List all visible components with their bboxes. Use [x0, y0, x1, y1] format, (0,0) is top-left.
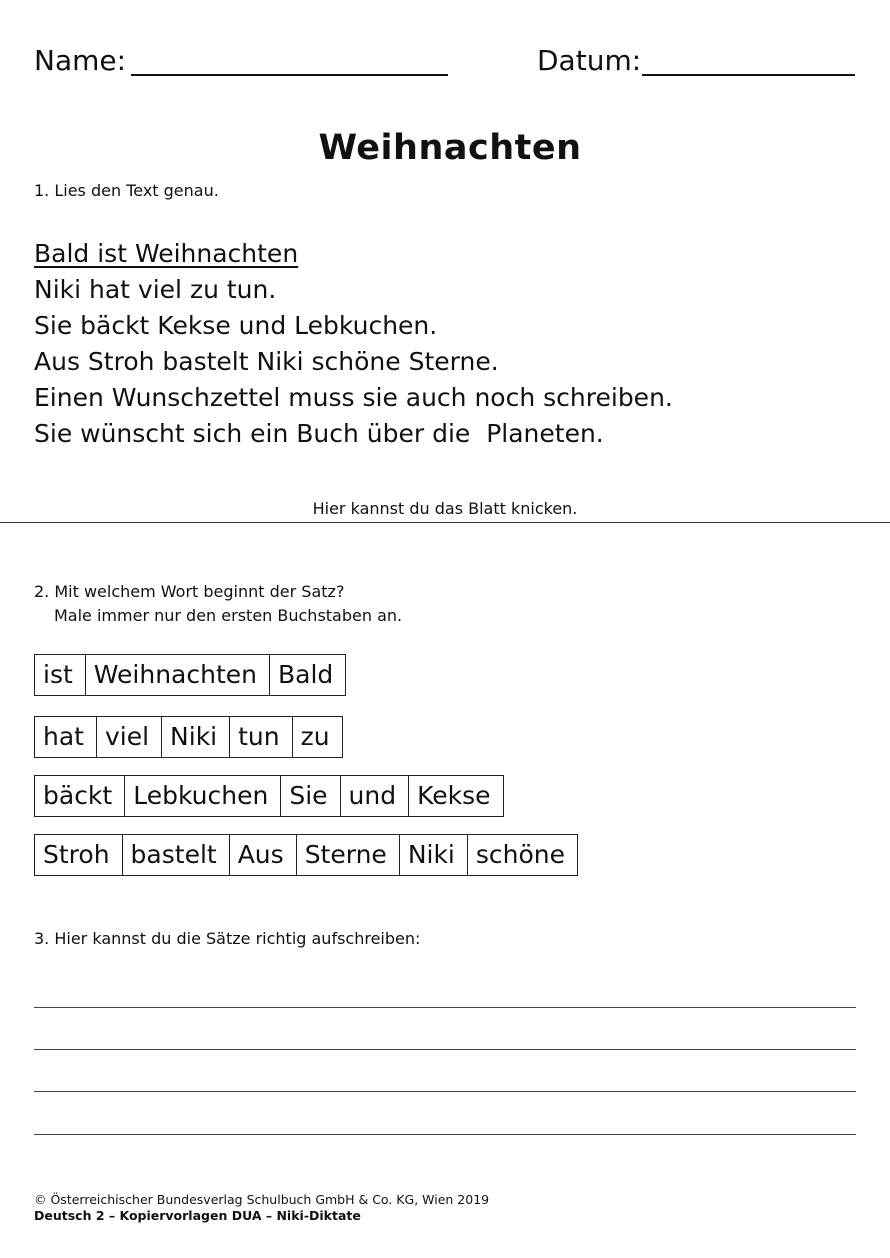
writing-line[interactable]	[34, 1049, 856, 1050]
date-label: Datum:	[537, 44, 642, 77]
word-row-3	[34, 775, 504, 817]
story-heading: Bald ist Weihnachten	[34, 239, 299, 268]
writing-line[interactable]	[34, 1091, 856, 1092]
word-box[interactable]: Sterne	[297, 835, 400, 875]
footer	[34, 1192, 489, 1224]
word-box[interactable]: Bald	[278, 660, 334, 689]
task-2-instruction	[34, 580, 402, 628]
task-1-instruction: 1. Lies den Text genau.	[34, 181, 219, 200]
word-box[interactable]: Kekse	[417, 781, 491, 810]
fold-hint: Hier kannst du das Blatt knicken.	[312, 499, 578, 518]
fold-divider	[0, 522, 890, 523]
story-line: Niki hat viel zu tun.	[34, 275, 277, 304]
series-text: Deutsch 2 – Kopiervorlagen DUA – Niki-Diktate	[34, 1208, 361, 1223]
word-row-4	[34, 834, 578, 876]
story-line: Einen Wunschzettel muss sie auch noch schreiben.	[34, 383, 673, 412]
page-title: Weihnachten	[318, 128, 582, 168]
name-label: Name:	[34, 44, 127, 77]
word-box[interactable]: Lebkuchen	[125, 776, 281, 816]
copyright-text: © Österreichischer Bundesverlag Schulbuch GmbH & Co. KG, Wien 2019	[34, 1192, 490, 1207]
story-line: Sie bäckt Kekse und Lebkuchen.	[34, 311, 438, 340]
word-box[interactable]: und	[341, 776, 410, 816]
word-box[interactable]: bäckt	[35, 776, 125, 816]
word-box[interactable]: zu	[300, 722, 330, 751]
task-2-line-1: 2. Mit welchem Wort beginnt der Satz?	[34, 582, 345, 601]
word-box[interactable]: Niki	[400, 835, 468, 875]
word-box[interactable]: viel	[97, 717, 162, 757]
story-text	[34, 236, 673, 452]
word-box[interactable]: ist	[35, 655, 86, 695]
word-box[interactable]: Weihnachten	[86, 655, 270, 695]
word-box[interactable]: hat	[35, 717, 97, 757]
story-line: Aus Stroh bastelt Niki schöne Sterne.	[34, 347, 499, 376]
writing-line[interactable]	[34, 1007, 856, 1008]
story-line: Sie wünscht sich ein Buch über die Planeten.	[34, 419, 604, 448]
writing-line[interactable]	[34, 1134, 856, 1135]
task-3-instruction: 3. Hier kannst du die Sätze richtig aufschreiben:	[34, 929, 421, 948]
task-2-line-2: Male immer nur den ersten Buchstaben an.	[54, 606, 403, 625]
word-box[interactable]: Sie	[281, 776, 340, 816]
word-row-1	[34, 654, 346, 696]
word-box[interactable]: Niki	[162, 717, 230, 757]
word-box[interactable]: tun	[230, 717, 293, 757]
word-box[interactable]: Stroh	[35, 835, 123, 875]
name-line[interactable]	[131, 74, 448, 76]
word-box[interactable]: schöne	[475, 840, 566, 869]
word-row-2	[34, 716, 343, 758]
word-box[interactable]: bastelt	[123, 835, 230, 875]
date-line[interactable]	[642, 74, 855, 76]
word-box[interactable]: Aus	[230, 835, 297, 875]
